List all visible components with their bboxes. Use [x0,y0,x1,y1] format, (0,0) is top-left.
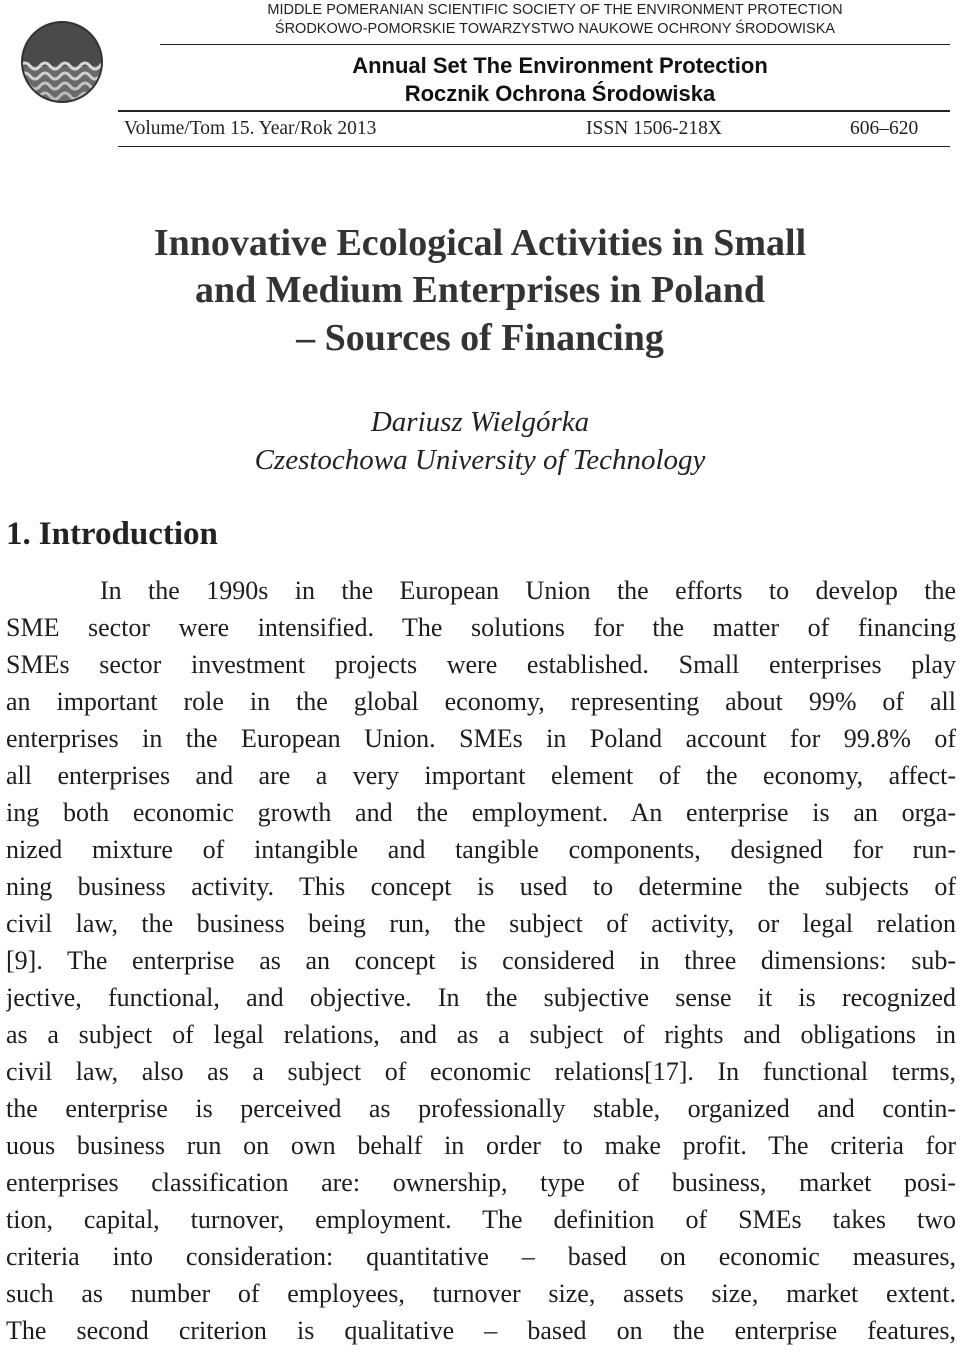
body-line: [9]. The enterprise as an concept is considered in three dimensions: sub- [6,946,956,975]
header-rule-top [160,44,950,45]
body-line: tion, capital, turnover, employment. The definition of SMEs takes two [6,1205,956,1234]
body-line: an important role in the global economy, representing about 99% of all [6,687,956,716]
article-title-line-3: – Sources of Financing [296,317,664,359]
body-line: civil law, the business being run, the subject of activity, or legal relation [6,909,956,938]
section-number: 1. [6,516,31,552]
body-line: SMEs sector investment projects were established. Small enterprises play [6,650,956,679]
body-line: jective, functional, and objective. In the subjective sense it is recognized [6,983,956,1012]
section-title: Introduction [38,516,218,552]
society-logo-icon [20,20,104,104]
header-rule-middle [118,110,950,112]
body-line: such as number of employees, turnover size, assets size, market extent. [6,1279,956,1308]
journal-title-pl: Rocznik Ochrona Środowiska [404,81,716,106]
body-line: uous business run on own behalf in order to make profit. The criteria for [6,1131,956,1160]
body-text [6,572,956,1349]
body-line: nized mixture of intangible and tangible components, designed for run- [6,835,956,864]
article-title-line-1: Innovative Ecological Activities in Small [153,222,807,264]
header-rule-bottom [118,146,950,147]
society-name-en: MIDDLE POMERANIAN SCIENTIFIC SOCIETY OF THE ENVIRONMENT PROTECTION [267,2,843,18]
issn: ISSN 1506-218X [586,118,722,139]
volume-year: Volume/Tom 15. Year/Rok 2013 [124,118,377,139]
body-line: enterprises classification are: ownership, type of business, market posi- [6,1168,956,1197]
author-affiliation: Czestochowa University of Technology [254,444,706,476]
page-range: 606–620 [850,118,919,139]
section-heading [6,514,218,554]
body-line: SME sector were intensified. The solutions for the matter of financing [6,613,956,642]
body-line: ning business activity. This concept is used to determine the subjects of [6,872,956,901]
body-line: the enterprise is perceived as professionally stable, organized and contin- [6,1094,956,1123]
body-line: civil law, also as a subject of economic relations[17]. In functional terms, [6,1057,956,1086]
body-line: as a subject of legal relations, and as a subject of rights and obligations in [6,1020,956,1049]
body-line: ing both economic growth and the employment. An enterprise is an orga- [6,798,956,827]
body-line: enterprises in the European Union. SMEs in Poland account for 99.8% of [6,724,956,753]
society-name-pl: ŚRODKOWO-POMORSKIE TOWARZYSTWO NAUKOWE OCHRONY ŚRODOWISKA [274,21,836,37]
body-line: In the 1990s in the European Union the efforts to develop the [100,576,956,605]
body-line: all enterprises and are a very important element of the economy, affect- [6,761,956,790]
author-name: Dariusz Wielgórka [370,406,590,438]
article-title-line-2: and Medium Enterprises in Poland [194,269,766,311]
body-line: The second criterion is qualitative – based on the enterprise features, [6,1316,956,1345]
journal-title-en: Annual Set The Environment Protection [352,53,768,78]
body-line: criteria into consideration: quantitative – based on economic measures, [6,1242,956,1271]
